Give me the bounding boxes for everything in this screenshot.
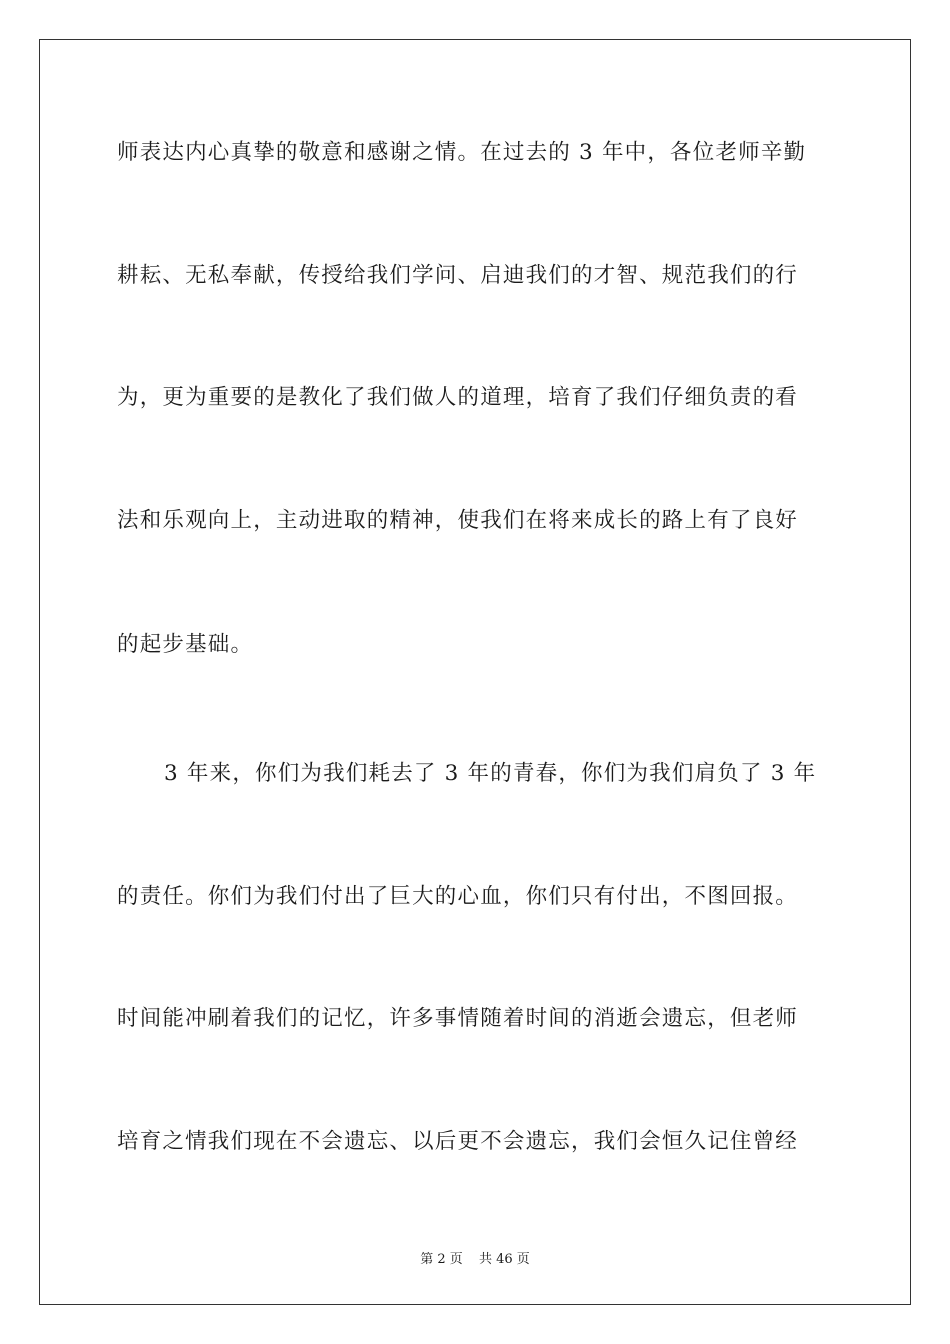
paragraph-first-line: 3 年来，你们为我们耗去了 3 年的青春，你们为我们肩负了 3 年 xyxy=(164,761,817,786)
text-line: 法和乐观向上，主动进取的精神，使我们在将来成长的路上有了良好 xyxy=(117,508,799,533)
text-line: 的起步基础。 xyxy=(117,632,254,657)
text-line: 的责任。你们为我们付出了巨大的心血，你们只有付出，不图回报。 xyxy=(117,884,799,909)
page-border xyxy=(39,39,911,1305)
text-line: 耕耘、无私奉献，传授给我们学问、启迪我们的才智、规范我们的行 xyxy=(117,263,799,288)
text-line: 师表达内心真挚的敬意和感谢之情。在过去的 3 年中，各位老师辛勤 xyxy=(117,140,807,165)
text-line: 为，更为重要的是教化了我们做人的道理，培育了我们仔细负责的看 xyxy=(117,385,799,410)
total-pages: 共 46 页 xyxy=(478,1252,530,1267)
text-line: 时间能冲刷着我们的记忆，许多事情随着时间的消逝会遗忘，但老师 xyxy=(117,1006,799,1031)
text-line: 培育之情我们现在不会遗忘、以后更不会遗忘，我们会恒久记住曾经 xyxy=(117,1129,799,1154)
page-footer xyxy=(0,1248,950,1267)
page-number: 第 2 页 xyxy=(420,1252,463,1267)
